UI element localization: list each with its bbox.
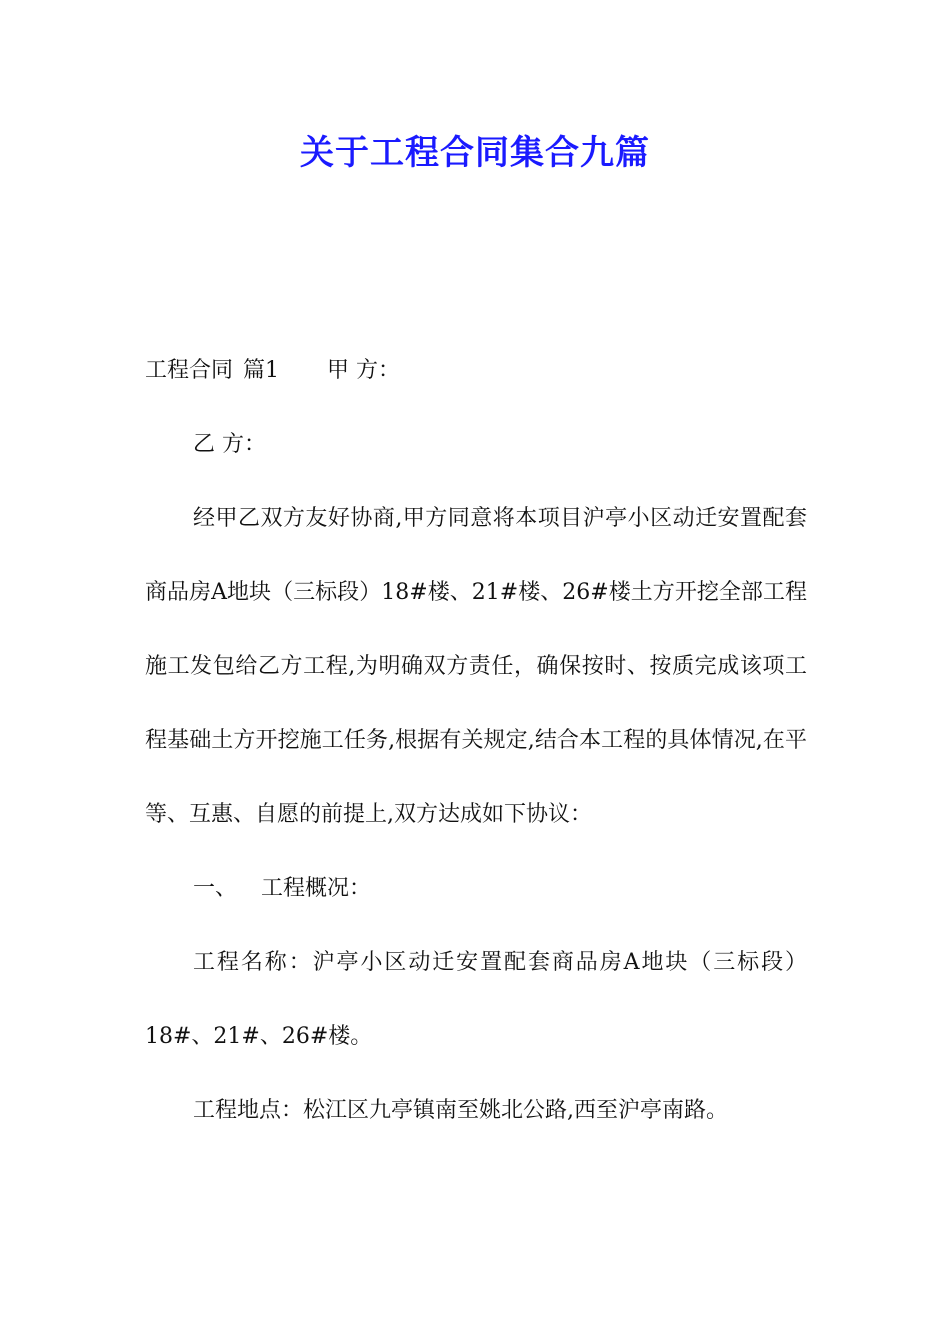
section-header-line (145, 334, 807, 408)
project-location-paragraph: 工程地点：松江区九亭镇南至姚北公路,西至沪亭南路。 (193, 1098, 728, 1123)
intro-paragraph: 经甲乙双方友好协商,甲方同意将本项目沪亭小区动迁安置配套商品房A地块（三标段）18#楼、21#楼、26#楼土方开挖全部工程施工发包给乙方工程,为明确双方责任，确保按时、按质完成该项工程基础土方开挖施工任务,根据有关规定,结合本工程的具体情况,在平等、互惠、自愿的前提上,双方达成如下协议： (145, 506, 807, 827)
project-name-paragraph: 工程名称：沪亭小区动迁安置配套商品房A地块（三标段）18#、21#、26#楼。 (145, 950, 807, 1049)
clause-1-heading (145, 852, 807, 926)
document-title: 关于工程合同集合九篇 (300, 133, 650, 173)
clause-1-title: 工程概况： (261, 876, 372, 901)
clause-1-number: 一、 (193, 876, 238, 901)
party-a-label: 甲 方： (327, 358, 401, 383)
section-number: 篇1 (243, 358, 280, 383)
document-body (145, 334, 807, 1148)
party-b-line: 乙 方： (193, 432, 266, 457)
section-heading: 工程合同 (145, 358, 234, 383)
